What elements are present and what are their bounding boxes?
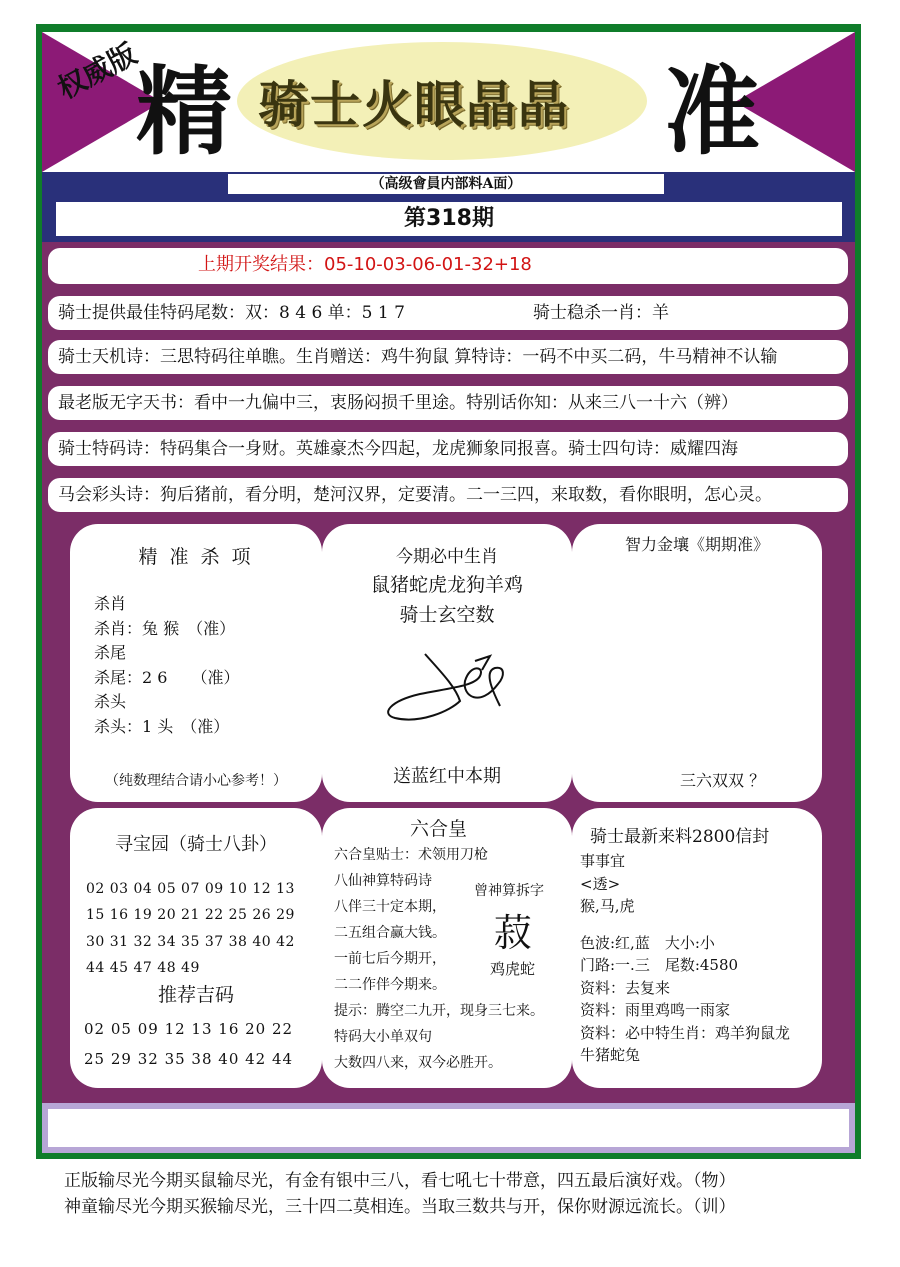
- split-char: 菽: [494, 911, 533, 955]
- latest-line: 门路:一.三 尾数:4580: [580, 956, 739, 974]
- latest-line: 资料：必中特生肖：鸡羊狗鼠龙: [580, 1023, 791, 1042]
- kill-row: 杀尾：2 6 （准）: [94, 667, 240, 687]
- poem-1: 骑士天机诗：三思特码往单瞧。生肖赠送：鸡牛狗鼠 算特诗：一码不中买二码，牛马精神不认输: [58, 347, 778, 367]
- latest-box: [572, 808, 822, 1088]
- kill-row: 杀头：1 头 （准）: [94, 716, 230, 736]
- liuhe-line: 大数四八来，双今必胜开。: [334, 1055, 502, 1071]
- poem-row-3: [48, 432, 848, 466]
- poem-row-4: [48, 478, 848, 512]
- liuhe-line: 特码大小单双句: [334, 1029, 432, 1045]
- number-row: 02 05 09 12 13 16 20 22: [84, 1020, 294, 1038]
- poem-row-2: [48, 386, 848, 420]
- tail-text: 骑士提供最佳特码尾数：双：8 4 6 单：5 1 7: [58, 303, 405, 323]
- kill-row: 杀肖: [94, 594, 127, 613]
- liuhe-line: 二二作伴今期来。: [334, 977, 446, 993]
- liuhe-title: 六合皇: [410, 818, 468, 840]
- latest-lines: [580, 850, 790, 1067]
- kill-list: [94, 592, 239, 739]
- liuhe-line: 八仙神算特码诗: [334, 873, 432, 889]
- kill-box-title: 精 准 杀 项: [138, 546, 254, 568]
- poem-3: 骑士特码诗：特码集合一身财。英雄豪杰今四起，龙虎狮象同报喜。骑士四句诗：威耀四海: [58, 439, 738, 459]
- authority-badge: 权威版: [52, 36, 143, 106]
- latest-line: 牛猪蛇兔: [580, 1046, 641, 1064]
- poem-row-1: [48, 340, 848, 374]
- zodiac-line-3: 骑士玄空数: [399, 604, 495, 626]
- kill-box-note: （纯数理结合请小心参考！）: [105, 773, 287, 789]
- recommend-numbers: [84, 1014, 293, 1074]
- zodiac-line-1: 今期必中生肖: [396, 547, 498, 567]
- liuhe-box: [322, 808, 572, 1088]
- last-result: 上期开奖结果：05-10-03-06-01-32+18: [198, 254, 532, 275]
- liuhe-line: 一前七后今期开，: [334, 951, 446, 967]
- treasure-title: 寻宝园（骑士八卦）: [115, 834, 277, 855]
- latest-line: 资料：雨里鸡鸣一雨家: [580, 1001, 731, 1019]
- wisdom-box: [572, 524, 822, 802]
- latest-line: <透>: [580, 874, 621, 893]
- issue-number: 第318期: [56, 202, 842, 236]
- title-left-char: 精: [136, 55, 232, 168]
- latest-line: 事事宜: [580, 852, 626, 870]
- liuhe-line: 六合皇贴士：术领用刀枪: [334, 847, 488, 863]
- latest-line: [580, 918, 790, 932]
- treasure-box: [70, 808, 322, 1088]
- zodiac-box: [322, 524, 572, 802]
- char-answer: 鸡虎蛇: [490, 960, 536, 978]
- wisdom-title: 智力金壤《期期准》: [624, 535, 769, 554]
- number-row: 44 45 47 48 49: [86, 959, 200, 976]
- number-row: 02 03 04 05 07 09 10 12 13: [86, 881, 295, 897]
- kill-one-text: 骑士稳杀一肖：羊: [533, 303, 669, 323]
- kill-row: 杀肖：兔 猴 （准）: [94, 618, 236, 638]
- poem-2: 最老版无字天书：看中一九偏中三，衷肠闷损千里途。特别话你知：从来三八一十六（辨）: [58, 393, 738, 413]
- zodiac-line-4: 送蓝红中本期: [393, 766, 501, 787]
- brand-title: 骑士火眼晶晶: [258, 75, 570, 134]
- tail-row: [48, 296, 848, 330]
- footer-line-2: 神童输尽光今期买猴输尽光，三十四二莫相连。当取三数共与开，保你财源远流长。（训）: [64, 1197, 736, 1217]
- liuhe-line: 二五组合赢大钱。: [334, 925, 446, 941]
- char-title: 曾神算拆字: [474, 883, 544, 899]
- latest-line: 资料：去复来: [580, 978, 671, 997]
- footer-blank: [48, 1109, 849, 1147]
- number-row: 25 29 32 35 38 40 42 44: [84, 1050, 294, 1068]
- wisdom-answer: 三六双双 ？: [680, 771, 766, 790]
- kill-box: [70, 524, 322, 802]
- zodiac-line-2: 鼠猪蛇虎龙狗羊鸡: [370, 574, 523, 596]
- liuhe-line: 八伴三十定本期，: [334, 899, 446, 915]
- treasure-numbers: [86, 876, 295, 981]
- kill-row: 杀头: [94, 692, 127, 711]
- signature-scribble: [380, 646, 520, 734]
- latest-line: 色波:红,蓝 大小:小: [580, 933, 715, 952]
- latest-line: 猴,马,虎: [580, 897, 635, 915]
- number-row: 30 31 32 34 35 37 38 40 42: [86, 933, 295, 950]
- number-row: 15 16 19 20 21 22 25 26 29: [86, 907, 295, 924]
- liuhe-line: 提示：腾空二九开，现身三七来。: [334, 1003, 544, 1019]
- kill-row: 杀尾: [94, 643, 127, 662]
- last-result-row: [48, 248, 848, 284]
- footer-line-1: 正版输尽光今期买鼠输尽光，有金有银中三八，看七吼七十带意，四五最后演好戏。（物）: [64, 1171, 736, 1191]
- latest-title: 骑士最新来料2800信封: [590, 827, 770, 847]
- subtitle: （高级會員内部料A面）: [228, 174, 664, 194]
- title-right-char: 准: [664, 55, 760, 168]
- poem-4: 马会彩头诗：狗后猪前，看分明，楚河汉界，定要清。二一三四，来取数，看你眼明，怎心灵。: [58, 485, 772, 505]
- recommend-title: 推荐吉码: [157, 984, 234, 1006]
